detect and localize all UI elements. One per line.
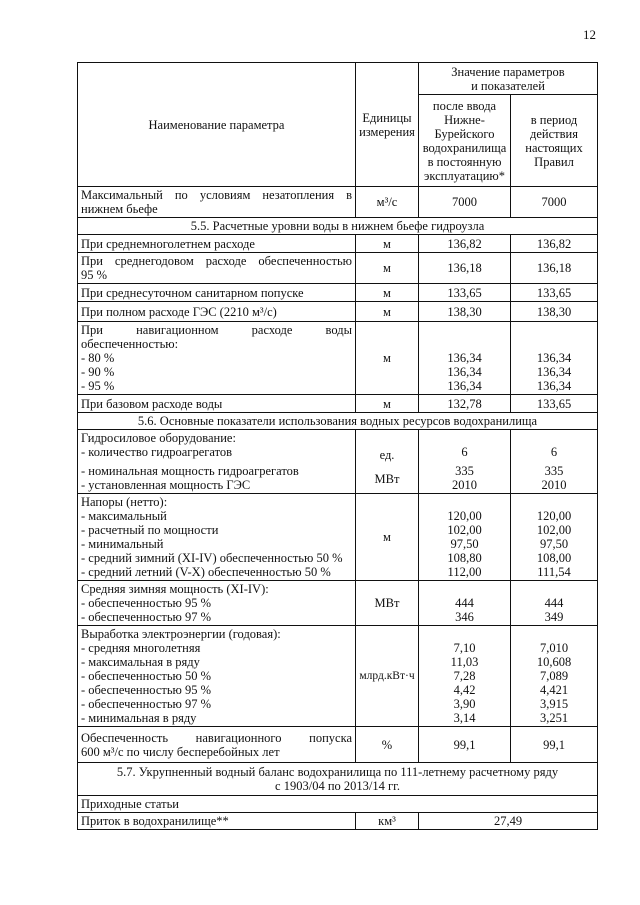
row-name: Средняя зимняя мощность (XI-IV): - обеспеченностью 95 % - обеспеченностью 97 %	[78, 581, 356, 626]
row-name: При полном расходе ГЭС (2210 м³/с)	[78, 302, 356, 322]
row-v2: 99,1	[511, 727, 598, 763]
row-unit: км³	[356, 813, 419, 830]
table-row	[78, 284, 598, 302]
row-v1: 120,00 102,00 97,50 108,80 112,00	[419, 494, 511, 581]
row-unit: %	[356, 727, 419, 763]
row-v1: 444 346	[419, 581, 511, 626]
row-v2: 444 349	[511, 581, 598, 626]
row-name: При среднегодовом расходе обеспеченностью 95 %	[78, 253, 356, 284]
row-v1: 138,30	[419, 302, 511, 322]
header-values-group: Значение параметров и показателей	[419, 63, 598, 95]
row-unit: МВт	[356, 581, 419, 626]
row-name: Обеспеченность навигационного попуска 600 м³/с по числу бесперебойных лет	[78, 727, 356, 763]
table-row	[78, 430, 598, 494]
row-unit: м	[356, 494, 419, 581]
row-v2: 138,30	[511, 302, 598, 322]
row-v1: 6 335 2010	[419, 430, 511, 494]
row-v2: 136,82	[511, 235, 598, 253]
row-unit: м³/с	[356, 187, 419, 218]
row-name: При базовом расходе воды	[78, 395, 356, 413]
section-heading: 5.5. Расчетные уровни воды в нижнем бьефе гидроузла	[78, 218, 598, 235]
row-name: При навигационном расходе воды обеспеченностью: - 80 % - 90 % - 95 %	[78, 322, 356, 395]
section-heading: 5.7. Укрупненный водный баланс водохранилища по 111-летнему расчетному ряду с 1903/04 по 2013/14 гг.	[78, 763, 598, 796]
row-v2: 120,00 102,00 97,50 108,00 111,54	[511, 494, 598, 581]
section-heading: 5.6. Основные показатели использования водных ресурсов водохранилища	[78, 413, 598, 430]
row-name: При среднемноголетнем расходе	[78, 235, 356, 253]
header-unit: Единицы измерения	[356, 63, 419, 187]
table-row	[78, 322, 598, 395]
row-name: При среднесуточном санитарном попуске	[78, 284, 356, 302]
row-v2: 133,65	[511, 284, 598, 302]
row-v1: 7000	[419, 187, 511, 218]
table-row	[78, 395, 598, 413]
row-v2: 136,34 136,34 136,34	[511, 322, 598, 395]
table-row	[78, 727, 598, 763]
row-name: Гидросиловое оборудование: - количество гидроагрегатов - номинальная мощность гидроагрегатов - установленная мощность ГЭС	[78, 430, 356, 494]
row-value: 27,49	[419, 813, 598, 830]
header-v1: после ввода Нижне- Бурейского водохранилища в постоянную эксплуатацию*	[419, 95, 511, 187]
row-v2: 7000	[511, 187, 598, 218]
table-row	[78, 626, 598, 727]
table-row	[78, 187, 598, 218]
row-unit: м	[356, 395, 419, 413]
table-row	[78, 235, 598, 253]
table-row	[78, 494, 598, 581]
row-name: Выработка электроэнергии (годовая): - средняя многолетняя - максимальная в ряду - обеспеченностью 50 % - обеспеченностью 95 % - обеспеченностью 97 % - минимальная в ряду	[78, 626, 356, 727]
row-v1: 136,34 136,34 136,34	[419, 322, 511, 395]
page-number: 12	[583, 27, 596, 42]
table-row	[78, 796, 598, 813]
row-name: Напоры (нетто): - максимальный - расчетный по мощности - минимальный - средний зимний (XI-IV) обеспеченностью 50 % - средний летний (V-X) обеспеченностью 50 %	[78, 494, 356, 581]
row-unit: м	[356, 284, 419, 302]
row-v2: 7,010 10,608 7,089 4,421 3,915 3,251	[511, 626, 598, 727]
row-name: Приток в водохранилище**	[78, 813, 356, 830]
table-row	[78, 253, 598, 284]
row-unit: м	[356, 322, 419, 395]
table-row	[78, 302, 598, 322]
row-v1: 133,65	[419, 284, 511, 302]
table-row	[78, 813, 598, 830]
row-unit: млрд.кВт·ч	[356, 626, 419, 727]
row-unit: м	[356, 302, 419, 322]
row-v1: 132,78	[419, 395, 511, 413]
row-v1: 136,18	[419, 253, 511, 284]
header-name: Наименование параметра	[78, 63, 356, 187]
header-v2: в период действия настоящих Правил	[511, 95, 598, 187]
row-unit: ед. МВт	[356, 430, 419, 494]
row-v1: 7,10 11,03 7,28 4,42 3,90 3,14	[419, 626, 511, 727]
row-name: Максимальный по условиям незатопления в нижнем бьефе	[78, 187, 356, 218]
income-title: Приходные статьи	[78, 796, 598, 813]
row-v2: 133,65	[511, 395, 598, 413]
row-v2: 6 335 2010	[511, 430, 598, 494]
row-v1: 99,1	[419, 727, 511, 763]
row-v1: 136,82	[419, 235, 511, 253]
row-v2: 136,18	[511, 253, 598, 284]
row-unit: м	[356, 235, 419, 253]
table-row	[78, 581, 598, 626]
row-unit: м	[356, 253, 419, 284]
parameters-table	[77, 62, 598, 830]
